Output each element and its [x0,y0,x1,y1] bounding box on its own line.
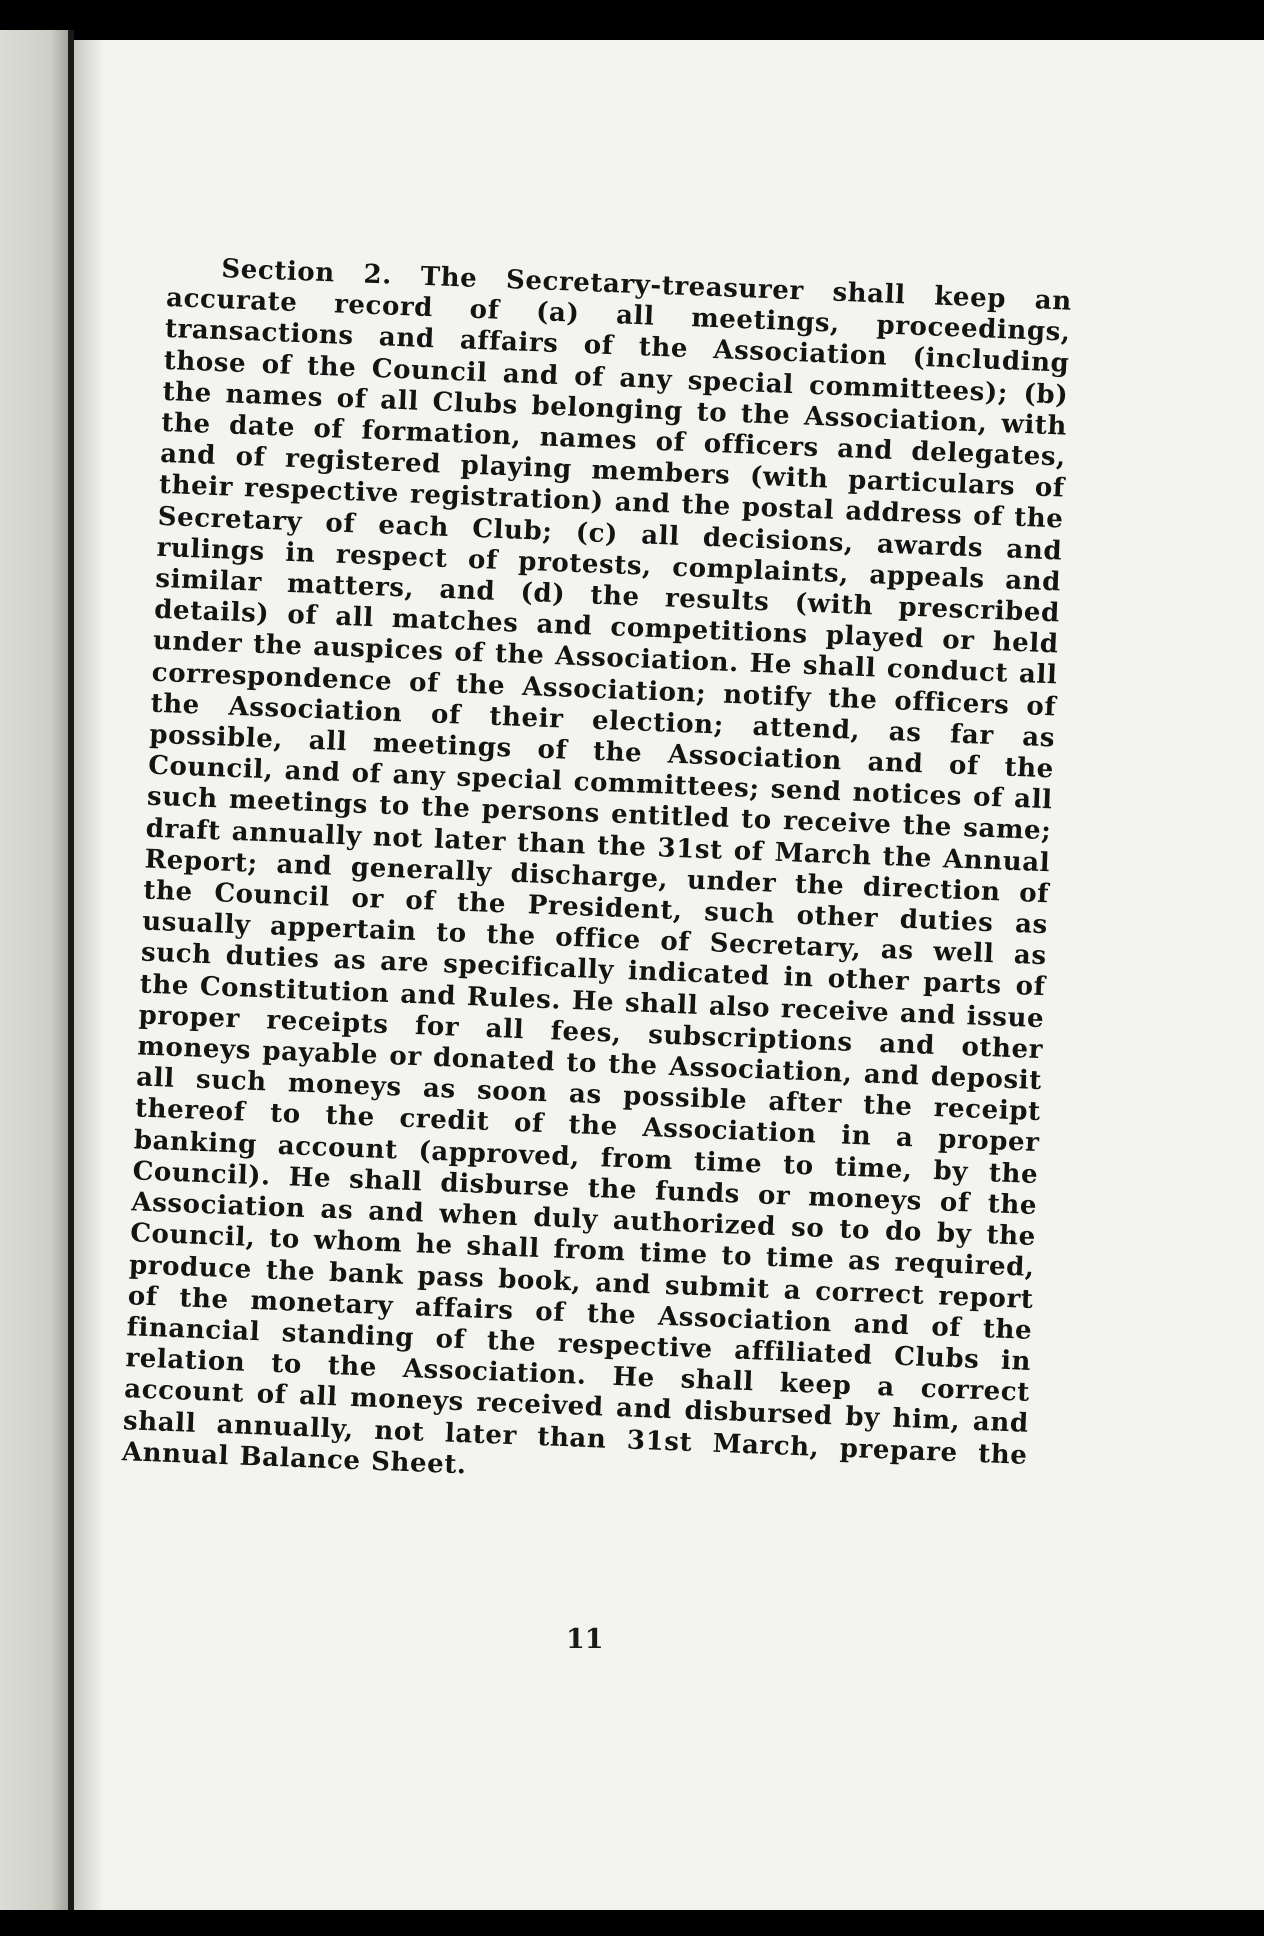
gutter-shadow [74,40,104,1910]
page-number: 11 [566,1624,604,1655]
section-text-block [115,252,1072,1666]
facing-page-edge [0,30,72,1910]
section-2-paragraph: Section 2. The Secretary-treasurer shall keep an accurate record of (a) all meetings, proceedings, transactions and affairs of the Association (including those of the Council and of any special committees); (b) the names of all Clubs belonging to the Association, with the date of formation, names of officers and delegates, and of registered playing members (with particulars of their respective registration) and the postal address of the Secretary of each Club; (c) all decisions, awards and rulings in respect of protests, complaints, appeals and similar matters, and (d) the results (with prescribed details) of all matches and competitions played or held under the auspices of the Association. He shall conduct all correspondence of the Association; notify the officers of the Association of their election; attend, as far as possible, all meetings of the Association and of the Council, and of any special committees; send notices of all such meetings to the persons entitled to receive the same; draft annually not later than the 31st of March the Annual Report; and generally discharge, under the direction of the Council or of the President, such other duties as usually appertain to the office of Secretary, as well as such duties as are specifically indicated in other parts of the Constitution and Rules. He shall also receive and issue proper receipts for all fees, subscriptions and other moneys payable or donated to the Association, and deposit all such moneys as soon as possible after the receipt thereof to the credit of the Association in a proper banking account (approved, from time to time, by the Council). He shall disburse the funds or moneys of the Association as and when duly authorized so to do by the Council, to whom he shall from time to time as required, produce the bank pass book, and submit a correct report of the monetary affairs of the Association and of the financial standing of the respective affiliated Clubs in relation to the Association. He shall keep a correct account of all moneys received and disbursed by him, and shall annually, not later than 31st March, prepare the Annual Balance Sheet. [121,254,1073,1481]
